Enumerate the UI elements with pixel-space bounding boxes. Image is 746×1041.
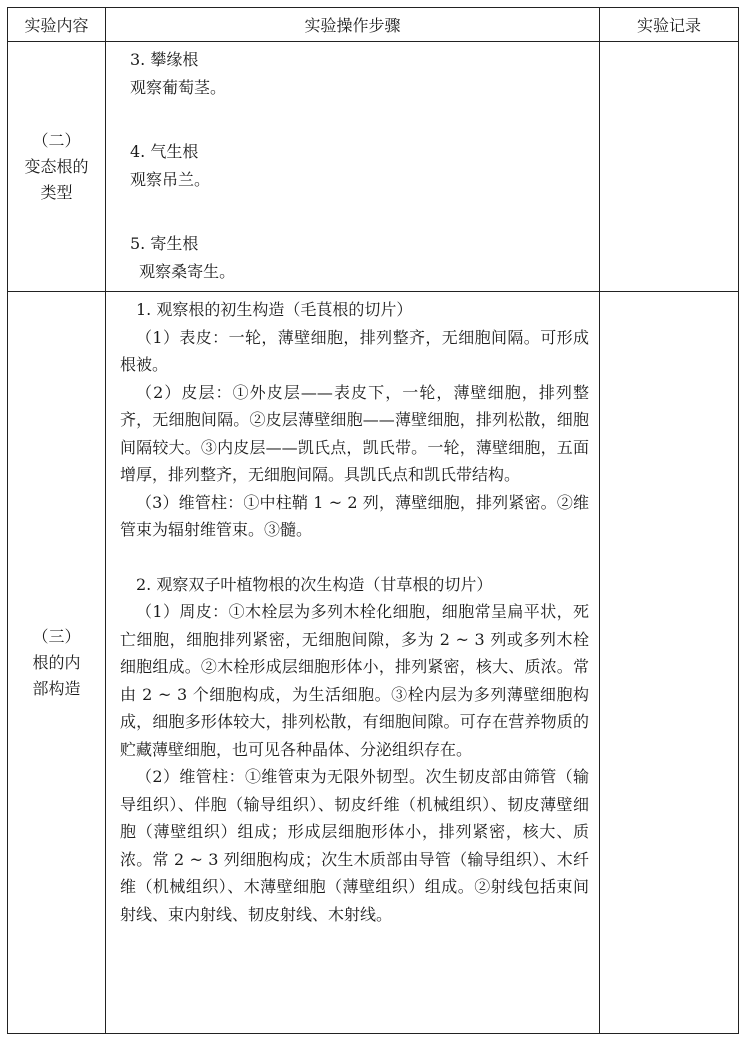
steps-cell: [106, 42, 600, 292]
record-cell: [600, 42, 739, 292]
paragraph: （1）周皮：①木栓层为多列木栓化细胞，细胞常呈扁平状，死亡细胞，细胞排列紧密，无细胞间隙，多为 2 ~ 3 列或多列木栓细胞组成。②木栓形成层细胞形体小，排列紧密，核大、质浓。常由 2 ~ 3 个细胞构成，为生活细胞。③栓内层为多列薄壁细胞构成，细胞多形体较大，排列松散，有细胞间隙。可存在营养物质的贮藏薄壁细胞，也可见各种晶体、分泌组织存在。: [120, 602, 589, 759]
paragraph: （2）皮层：①外皮层——表皮下，一轮，薄壁细胞，排列整齐，无细胞间隔。②皮层薄壁细胞——薄壁细胞，排列松散，细胞间隔较大。③内皮层——凯氏点，凯氏带。一轮，薄壁细胞，五面增厚，排列整齐，无细胞间隔。具凯氏点和凯氏带结构。: [120, 382, 589, 484]
content-line: （三）: [32, 626, 81, 646]
step-body: 观察桑寄生。: [134, 261, 236, 281]
paragraph: （2）维管柱：①维管束为无限外韧型。次生韧皮部由筛管（输导组织）、伴胞（输导组织）、韧皮纤维（机械组织）、韧皮薄壁细胞（薄壁组织）组成；形成层细胞形体小，排列紧密，核大、质浓。常 2 ~ 3 列细胞构成；次生木质部由导管（输导组织）、木纤维（机械组织）、木薄壁细胞（薄壁组织）组成。②射线包括束间射线、束内射线、韧皮射线、木射线。: [120, 767, 589, 924]
table-row: [8, 42, 739, 292]
paragraph: 2. 观察双子叶植物根的次生构造（甘草根的切片）: [136, 574, 493, 594]
content-cell: [8, 292, 106, 1034]
record-cell: [600, 292, 739, 1034]
steps-cell: [106, 292, 600, 1034]
content-line: 部构造: [32, 678, 81, 698]
experiment-table: [7, 7, 739, 1034]
content-cell: [8, 42, 106, 292]
step-title: 4. 气生根: [130, 142, 199, 161]
header-record: 实验记录: [600, 8, 739, 42]
step-body: 观察吊兰。: [130, 169, 211, 189]
step-title: 5. 寄生根: [130, 234, 199, 253]
content-line: 类型: [40, 182, 73, 202]
paragraph: （1）表皮：一轮，薄壁细胞，排列整齐，无细胞间隔。可形成根被。: [120, 327, 589, 374]
header-row: [8, 8, 739, 42]
content-line: （二）: [32, 130, 81, 150]
paragraph: （3）维管柱：①中柱鞘 1 ~ 2 列，薄壁细胞，排列紧密。②维管束为辐射维管束。③髓。: [120, 492, 589, 539]
header-content: 实验内容: [8, 8, 106, 42]
content-line: 根的内: [32, 652, 81, 672]
content-line: 变态根的: [24, 156, 89, 176]
step-title: 3. 攀缘根: [130, 50, 199, 69]
step-body: 观察葡萄茎。: [130, 77, 227, 97]
paragraph: 1. 观察根的初生构造（毛茛根的切片）: [136, 300, 413, 319]
table-row: [8, 292, 739, 1034]
header-steps: 实验操作步骤: [106, 8, 600, 42]
